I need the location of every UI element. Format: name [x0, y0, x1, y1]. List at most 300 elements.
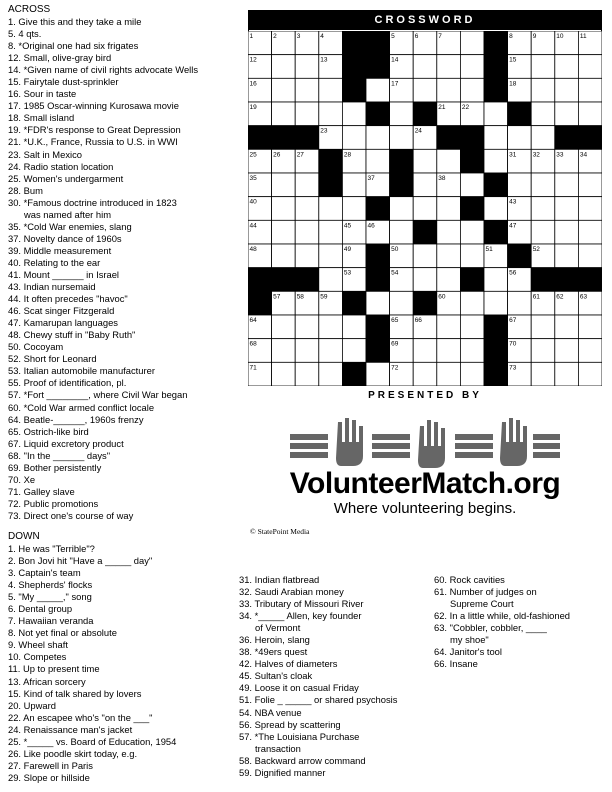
grid-cell[interactable]: [366, 78, 390, 102]
grid-cell[interactable]: [413, 173, 437, 197]
grid-cell[interactable]: [578, 315, 602, 339]
grid-cell[interactable]: [272, 220, 296, 244]
clue: 29. Slope or hillside: [8, 771, 90, 783]
grid-cell[interactable]: [437, 315, 461, 339]
grid-cell[interactable]: [319, 315, 343, 339]
grid-cell[interactable]: [555, 55, 579, 79]
grid-cell[interactable]: [555, 362, 579, 386]
grid-block: [508, 244, 532, 268]
clue: 65. Ostrich-like bird: [8, 425, 89, 437]
clue: 68. "In the ______ days": [8, 449, 111, 461]
grid-block: [390, 173, 414, 197]
clue: 33. Tributary of Missouri River: [239, 598, 364, 610]
clue: 64. Beatle-______, 1960s frenzy: [8, 413, 144, 425]
grid-cell[interactable]: [319, 268, 343, 292]
grid-cell[interactable]: [484, 291, 508, 315]
down-clues-col3: [434, 574, 570, 670]
grid-cell[interactable]: [295, 173, 319, 197]
down-clue-list-1: [8, 543, 176, 784]
clue: 31. Indian flatbread: [239, 574, 320, 585]
cell-number: 28: [343, 151, 352, 159]
grid-block: [460, 126, 484, 150]
grid-cell[interactable]: [413, 197, 437, 221]
grid-cell[interactable]: [437, 220, 461, 244]
cell-number: 34: [579, 151, 588, 159]
cell-number: 3: [296, 33, 301, 40]
crossword-grid[interactable]: [248, 31, 602, 391]
cell-number: 7: [438, 33, 442, 40]
grid-cell[interactable]: [295, 220, 319, 244]
grid-cell[interactable]: [531, 339, 555, 363]
grid-cell[interactable]: [390, 220, 414, 244]
clue: of Vermont: [255, 622, 301, 634]
cell-number: 9: [532, 33, 537, 40]
cell-number: 21: [438, 104, 446, 111]
clue: 25. *_____ vs. Board of Education, 1954: [8, 735, 177, 747]
cell-number: 23: [320, 127, 328, 135]
cell-number: 46: [367, 222, 375, 230]
clue: 34. *_____ Allen, key founder: [239, 610, 362, 622]
clue: 5. "My _____," song: [8, 591, 92, 603]
clue: 22. An escapee who's "on the ___": [8, 711, 153, 723]
clue: 32. Saudi Arabian money: [239, 586, 344, 598]
grid-block: [484, 55, 508, 79]
cell-number: 45: [343, 222, 352, 230]
grid-cell[interactable]: [508, 126, 532, 150]
grid-cell[interactable]: [272, 339, 296, 363]
grid-cell[interactable]: [578, 197, 602, 221]
grid-cell[interactable]: [437, 55, 461, 79]
clue: 13. African sorcery: [8, 675, 86, 687]
cell-number: 69: [391, 340, 399, 348]
cell-number: 5: [391, 33, 395, 40]
grid-block: [248, 126, 272, 150]
clue: 63. "Cobbler, cobbler, ____: [434, 622, 547, 634]
cell-number: 51: [485, 246, 493, 253]
grid-cell[interactable]: [578, 78, 602, 102]
grid-cell[interactable]: [555, 102, 579, 126]
grid-cell[interactable]: [272, 315, 296, 339]
grid-cell[interactable]: [342, 315, 366, 339]
grid-cell[interactable]: [578, 362, 602, 386]
clue: 20. Upward: [8, 699, 56, 711]
grid-block: [366, 244, 390, 268]
grid-cell[interactable]: [437, 149, 461, 173]
clue: 49. Loose it on casual Friday: [239, 682, 359, 694]
grid-cell[interactable]: [390, 197, 414, 221]
grid-cell[interactable]: [272, 362, 296, 386]
grid-cell[interactable]: [437, 244, 461, 268]
cell-number: 13: [320, 56, 328, 64]
clue: 67. Liquid excretory product: [8, 437, 124, 449]
grid-cell[interactable]: [319, 362, 343, 386]
grid-cell[interactable]: [484, 268, 508, 292]
cell-number: 43: [509, 198, 517, 206]
clue: 62. In a little while, old-fashioned: [434, 610, 571, 622]
cell-number: 68: [249, 340, 257, 348]
grid-cell[interactable]: [484, 126, 508, 150]
grid-cell[interactable]: [460, 220, 484, 244]
clue: 70. Xe: [8, 473, 36, 485]
cell-number: 19: [249, 104, 257, 111]
clue: 42. Halves of diameters: [239, 658, 338, 670]
grid-cell[interactable]: [578, 244, 602, 268]
clue: 40. Relating to the ear: [8, 256, 101, 268]
grid-cell[interactable]: [319, 197, 343, 221]
grid-block: [484, 339, 508, 363]
grid-cell[interactable]: [413, 339, 437, 363]
clue: 55. Proof of identification, pl.: [8, 377, 127, 389]
clue: 15. Kind of talk shared by lovers: [8, 687, 142, 699]
clue: 58. Backward arrow command: [239, 754, 366, 766]
grid-cell[interactable]: [272, 102, 296, 126]
clue: 47. Kamarupan languages: [8, 317, 118, 329]
grid-cell[interactable]: [437, 268, 461, 292]
cell-number: 22: [461, 104, 470, 111]
grid-cell[interactable]: [531, 173, 555, 197]
grid-block: [366, 31, 390, 55]
grid-cell[interactable]: [319, 78, 343, 102]
grid-cell[interactable]: [366, 362, 390, 386]
cell-number: 67: [509, 317, 517, 324]
grid-cell[interactable]: [272, 197, 296, 221]
grid-block: [413, 102, 437, 126]
clue: 16. Sour in taste: [8, 88, 77, 100]
down-heading: DOWN: [8, 531, 40, 542]
clue: 28. Bum: [8, 184, 43, 196]
grid-block: [555, 268, 579, 292]
cell-number: 54: [391, 269, 399, 277]
clue: 4. Shepherds' flocks: [8, 579, 93, 591]
grid-cell[interactable]: [555, 173, 579, 197]
grid-cell[interactable]: [390, 291, 414, 315]
grid-block: [484, 220, 508, 244]
grid-cell[interactable]: [460, 78, 484, 102]
across-clue-list: [8, 16, 198, 522]
grid-cell[interactable]: [319, 339, 343, 363]
grid-block: [578, 268, 602, 292]
cell-number: 30: [461, 151, 470, 159]
grid-cell[interactable]: [437, 197, 461, 221]
grid-cell[interactable]: [578, 220, 602, 244]
clue: 24. Radio station location: [8, 160, 114, 172]
grid-cell[interactable]: [460, 55, 484, 79]
grid-block: [508, 102, 532, 126]
grid-cell[interactable]: [295, 55, 319, 79]
grid-cell[interactable]: [555, 244, 579, 268]
cell-number: 18: [509, 80, 517, 88]
grid-cell[interactable]: [531, 102, 555, 126]
clue: 60. Rock cavities: [434, 574, 505, 585]
cell-number: 36: [320, 175, 328, 182]
cell-number: 52: [532, 246, 540, 253]
clue: 36. Heroin, slang: [239, 634, 310, 646]
grid-block: [295, 268, 319, 292]
cell-number: 25: [249, 151, 257, 159]
grid-cell[interactable]: [413, 244, 437, 268]
grid-cell[interactable]: [413, 149, 437, 173]
grid-cell[interactable]: [272, 78, 296, 102]
clue: 25. Women's undergarment: [8, 172, 124, 184]
grid-block: [366, 55, 390, 79]
grid-cell[interactable]: [342, 173, 366, 197]
clue: 73. Direct one's course of way: [8, 509, 134, 521]
grid-block: [484, 315, 508, 339]
grid-cell[interactable]: [413, 268, 437, 292]
cell-number: 60: [438, 293, 446, 301]
grid-cell[interactable]: [531, 220, 555, 244]
cell-number: 16: [249, 80, 257, 88]
clue: 69. Bother persistently: [8, 461, 102, 473]
grid-cell[interactable]: [437, 362, 461, 386]
clue: 9. Wheel shaft: [8, 639, 68, 651]
down-clue-list-3: [434, 574, 570, 670]
cell-number: 27: [296, 151, 304, 159]
grid-cell[interactable]: [295, 102, 319, 126]
grid-cell[interactable]: [295, 362, 319, 386]
grid-cell[interactable]: [342, 339, 366, 363]
cell-number: 40: [249, 198, 257, 206]
cell-number: 73: [509, 364, 517, 372]
grid-cell[interactable]: [413, 362, 437, 386]
clue: 44. It often precedes "havoc": [8, 293, 128, 305]
clue: 2. Bon Jovi hit "Have a _____ day": [8, 555, 153, 567]
grid-cell[interactable]: [460, 339, 484, 363]
grid-cell[interactable]: [342, 102, 366, 126]
grid-cell[interactable]: [295, 339, 319, 363]
cell-number: 17: [391, 80, 399, 88]
grid-block: [437, 126, 461, 150]
cell-number: 15: [509, 56, 517, 64]
grid-cell[interactable]: [484, 149, 508, 173]
across-heading: ACROSS: [8, 4, 51, 15]
grid-cell[interactable]: [413, 55, 437, 79]
grid-cell[interactable]: [531, 362, 555, 386]
clue: 15. Fairytale dust-sprinkler: [8, 76, 119, 88]
clue: 60. *Cold War armed conflict locale: [8, 401, 155, 413]
grid-cell[interactable]: [342, 126, 366, 150]
grid-cell[interactable]: [531, 126, 555, 150]
grid-cell[interactable]: [437, 339, 461, 363]
clue: 14. *Given name of civil rights advocate Wells: [8, 64, 199, 76]
cell-number: 33: [556, 151, 564, 159]
grid-cell[interactable]: [366, 149, 390, 173]
grid-block: [366, 315, 390, 339]
grid-cell[interactable]: [508, 173, 532, 197]
cell-number: 62: [556, 293, 564, 301]
clue: 45. Sultan's cloak: [239, 670, 313, 682]
cell-number: 63: [579, 293, 588, 301]
grid-block: [413, 220, 437, 244]
grid-block: [342, 291, 366, 315]
cell-number: 8: [509, 33, 513, 40]
grid-cell[interactable]: [555, 315, 579, 339]
crossword-title: CROSSWORD: [248, 10, 602, 30]
cell-number: 53: [343, 269, 352, 277]
grid-block: [342, 31, 366, 55]
clue: 5. 4 qts.: [8, 28, 42, 40]
cell-number: 1: [249, 33, 254, 40]
clue: transaction: [255, 742, 301, 754]
grid-block: [272, 126, 296, 150]
clue: 57. *Fort ________, where Civil War began: [8, 389, 188, 401]
grid-cell[interactable]: [272, 244, 296, 268]
grid-cell[interactable]: [531, 78, 555, 102]
volunteermatch-hands-logo: [290, 412, 560, 472]
hands-icon: [290, 412, 560, 472]
down-clues-col2: [239, 574, 397, 779]
grid-cell[interactable]: [390, 102, 414, 126]
grid-cell[interactable]: [508, 291, 532, 315]
clue: 50. Cocoyam: [8, 341, 64, 353]
cell-number: 61: [532, 293, 540, 301]
grid-block: [531, 268, 555, 292]
clue: 26. Like poodle skirt today, e.g.: [8, 747, 138, 759]
clue: 56. Spread by scattering: [239, 718, 341, 730]
cell-number: 56: [509, 269, 517, 277]
clue: 39. Middle measurement: [8, 244, 112, 256]
grid-block: [484, 31, 508, 55]
grid-block: [342, 78, 366, 102]
grid-cell[interactable]: [295, 197, 319, 221]
grid-cell[interactable]: [555, 220, 579, 244]
grid-cell[interactable]: [295, 244, 319, 268]
clue: 7. Hawaiian veranda: [8, 615, 94, 627]
clue: 35. *Cold War enemies, slang: [8, 220, 132, 232]
grid-cell[interactable]: [366, 291, 390, 315]
grid-block: [319, 149, 343, 173]
cell-number: 29: [391, 151, 399, 159]
clue: 27. Farewell in Paris: [8, 759, 93, 771]
grid-cell[interactable]: [460, 173, 484, 197]
cell-number: 10: [556, 33, 564, 40]
clue: 10. Competes: [8, 651, 67, 663]
clue: 37. Novelty dance of 1960s: [8, 232, 122, 244]
grid-cell[interactable]: [460, 362, 484, 386]
grid-block: [366, 268, 390, 292]
grid-cell[interactable]: [484, 102, 508, 126]
grid-cell[interactable]: [272, 173, 296, 197]
cell-number: 32: [532, 151, 540, 159]
grid-block: [342, 362, 366, 386]
grid-cell[interactable]: [413, 78, 437, 102]
across-clues: [8, 4, 198, 522]
grid-cell[interactable]: [272, 55, 296, 79]
grid-cell[interactable]: [460, 291, 484, 315]
grid-cell[interactable]: [555, 339, 579, 363]
grid-cell[interactable]: [460, 31, 484, 55]
clue: 71. Galley slave: [8, 485, 75, 497]
clue: 41. Mount ______ in Israel: [8, 268, 120, 280]
clue: 8. Not yet final or absolute: [8, 627, 117, 639]
cell-number: 38: [438, 175, 446, 182]
grid-cell[interactable]: [555, 197, 579, 221]
grid-block: [578, 126, 602, 150]
clue: 64. Janitor's tool: [434, 646, 502, 658]
clue: 46. Scat singer Fitzgerald: [8, 305, 115, 317]
grid-cell[interactable]: [578, 102, 602, 126]
cell-number: 31: [509, 151, 517, 159]
grid-cell[interactable]: [460, 244, 484, 268]
grid-cell[interactable]: [342, 197, 366, 221]
grid-cell[interactable]: [555, 78, 579, 102]
clue: 66. Insane: [434, 658, 478, 670]
clue: 24. Renaissance man's jacket: [8, 723, 133, 735]
clue: 17. 1985 Oscar-winning Kurosawa movie: [8, 100, 179, 112]
cell-number: 49: [343, 246, 352, 253]
grid-cell[interactable]: [531, 315, 555, 339]
clue: 52. Short for Leonard: [8, 353, 97, 365]
grid-block: [248, 291, 272, 315]
grid-block: [366, 339, 390, 363]
cell-number: 65: [391, 317, 399, 324]
grid-cell[interactable]: [437, 78, 461, 102]
down-clue-list-2: [239, 574, 397, 779]
cell-number: 42: [461, 198, 470, 206]
crossword-grid-svg[interactable]: [248, 31, 602, 386]
presented-by-label: PRESENTED BY: [368, 390, 482, 401]
grid-cell[interactable]: [578, 339, 602, 363]
grid-cell[interactable]: [295, 78, 319, 102]
clue: 21. *U.K., France, Russia to U.S. in WWI: [8, 136, 178, 148]
clue: 1. He was "Terrible"?: [8, 543, 95, 554]
cell-number: 6: [414, 33, 419, 40]
clue: 54. NBA venue: [239, 706, 302, 718]
clue: 53. Italian automobile manufacturer: [8, 365, 155, 377]
cell-number: 48: [249, 246, 257, 253]
clue: 6. Dental group: [8, 603, 73, 615]
grid-cell[interactable]: [319, 244, 343, 268]
cell-number: 24: [414, 127, 422, 135]
grid-block: [295, 126, 319, 150]
grid-cell[interactable]: [531, 55, 555, 79]
volunteermatch-tagline: Where volunteering begins.: [333, 500, 517, 517]
clue: 23. Salt in Mexico: [8, 148, 82, 160]
cell-number: 70: [509, 340, 517, 348]
cell-number: 64: [249, 317, 257, 324]
clue: 72. Public promotions: [8, 497, 99, 509]
grid-cell[interactable]: [319, 220, 343, 244]
cell-number: 59: [320, 293, 328, 301]
grid-cell[interactable]: [295, 315, 319, 339]
grid-cell[interactable]: [531, 197, 555, 221]
clue: 51. Folie _ _____ or shared psychosis: [239, 694, 398, 706]
clue: 61. Number of judges on: [434, 586, 537, 598]
clue: 1. Give this and they take a mile: [8, 16, 142, 27]
grid-cell[interactable]: [484, 197, 508, 221]
clue: 8. *Original one had six frigates: [8, 40, 139, 52]
cell-number: 39: [485, 175, 493, 182]
grid-block: [413, 291, 437, 315]
clue: was named after him: [24, 208, 112, 220]
clue: 11. Up to present time: [8, 663, 100, 675]
grid-cell[interactable]: [390, 126, 414, 150]
cell-number: 14: [391, 56, 399, 64]
cell-number: 71: [249, 364, 257, 372]
cell-number: 41: [367, 198, 375, 206]
clue: 57. *The Louisiana Purchase: [239, 730, 360, 742]
grid-cell[interactable]: [578, 55, 602, 79]
grid-cell[interactable]: [578, 173, 602, 197]
grid-cell[interactable]: [366, 126, 390, 150]
grid-cell[interactable]: [319, 102, 343, 126]
clue: Supreme Court: [450, 598, 514, 610]
cell-number: 11: [579, 33, 587, 40]
grid-cell[interactable]: [460, 315, 484, 339]
clue: 59. Dignified manner: [239, 766, 326, 778]
clue: 30. *Famous doctrine introduced in 1823: [8, 196, 177, 208]
cell-number: 47: [509, 222, 517, 230]
